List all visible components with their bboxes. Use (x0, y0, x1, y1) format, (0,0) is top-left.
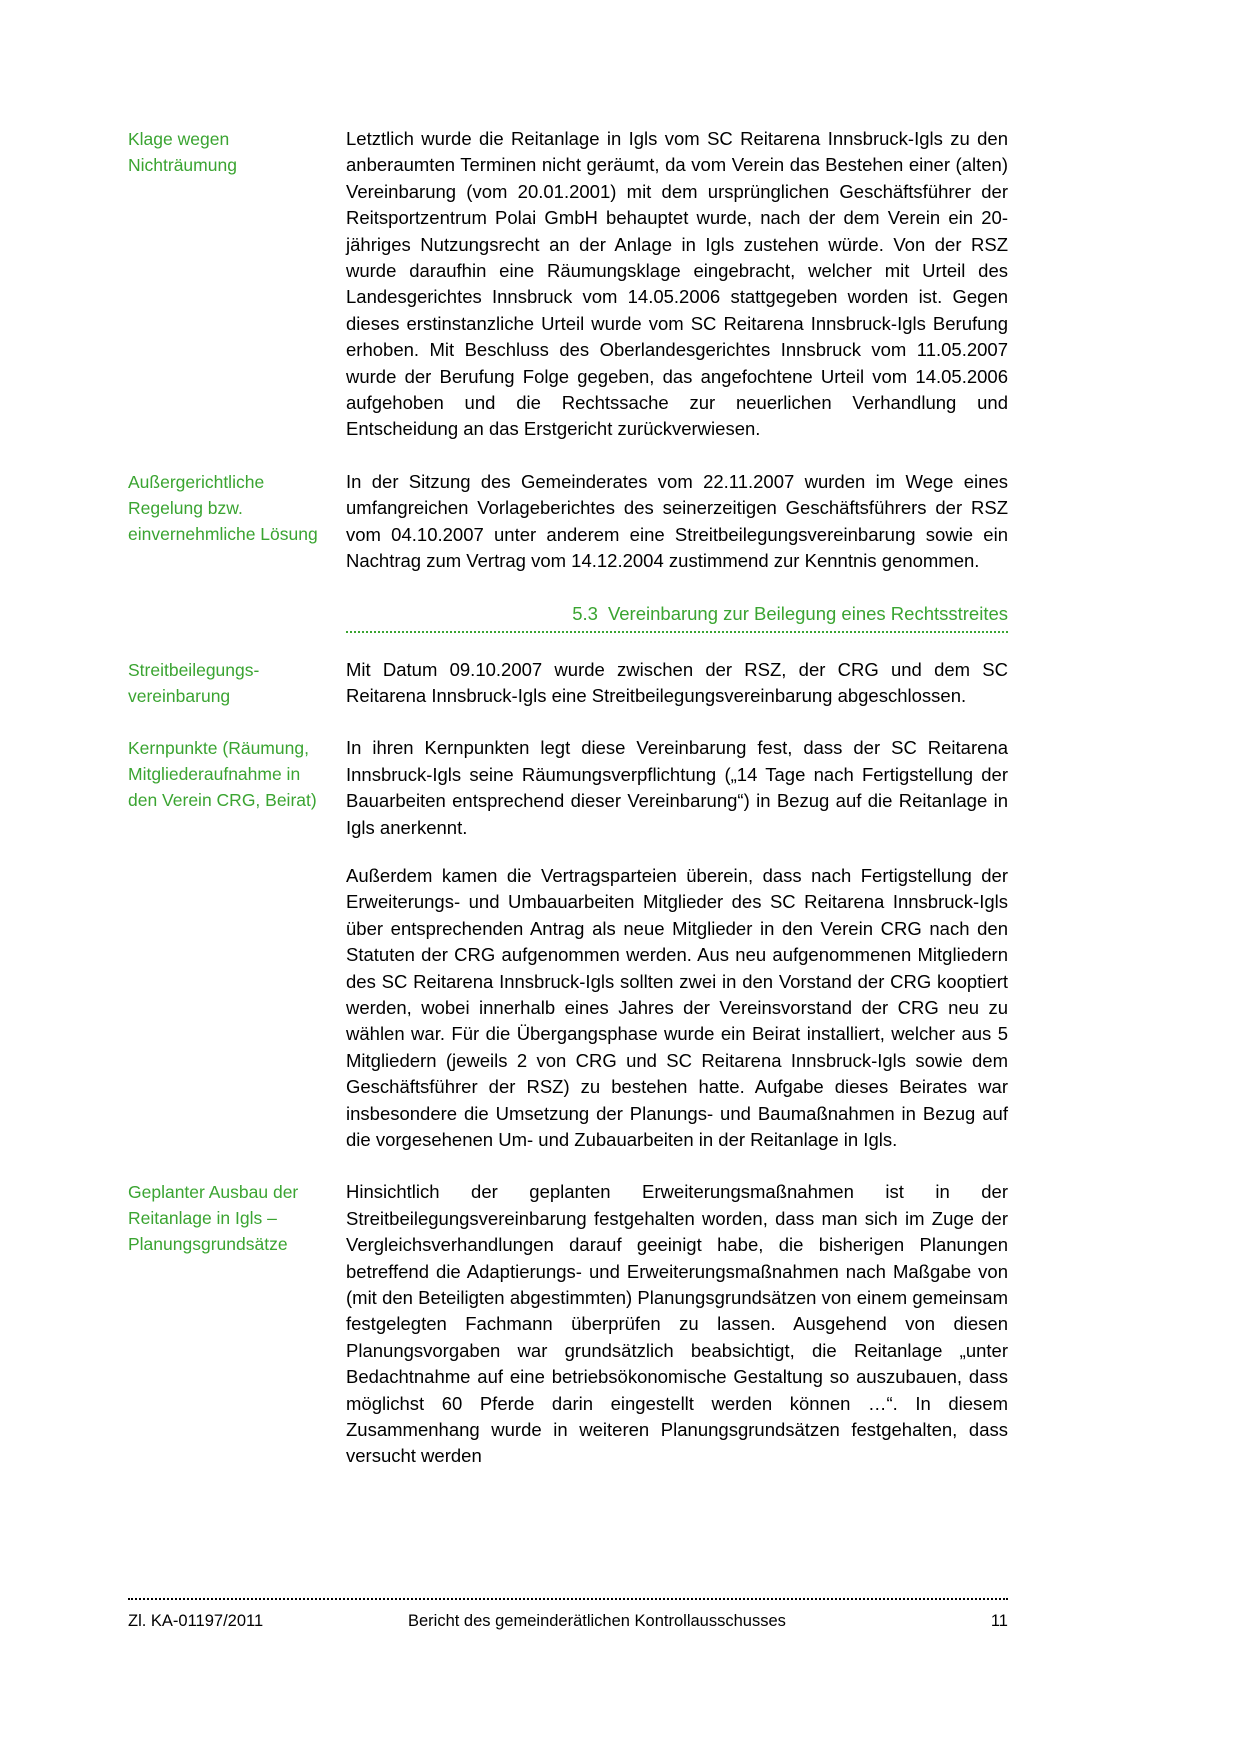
footer-page-number: 11 (990, 1612, 1008, 1630)
footer-document-title: Bericht des gemeinderätlichen Kontrollausschusses (408, 1612, 786, 1630)
body-text-column (346, 126, 1008, 443)
content-block (128, 657, 1008, 710)
body-text-column (346, 735, 1008, 1153)
footer-line (128, 1600, 1008, 1631)
marginal-note: Außergerichtliche Regelung bzw. einvernehmliche Lösung (128, 471, 318, 544)
content-block (128, 735, 1008, 1153)
body-text-column (346, 657, 1008, 710)
page-footer (128, 1598, 1008, 1631)
body-text-column (346, 1179, 1008, 1469)
marginal-note: Geplanter Ausbau der Reitanlage in Igls – Planungsgrundsätze (128, 1182, 299, 1255)
body-text-column (346, 469, 1008, 575)
marginal-note: Kernpunkte (Räumung, Mitgliederaufnahme in den Verein CRG, Beirat) (128, 738, 317, 811)
section-heading-row (128, 601, 1008, 633)
marginal-note: Streitbeilegungs-vereinbarung (128, 659, 260, 706)
section-number: 5.3 (572, 602, 598, 624)
section-heading (346, 601, 1008, 633)
paragraph: Letztlich wurde die Reitanlage in Igls vom SC Reitarena Innsbruck-Igls zu den anberaumten Terminen nicht geräumt, da vom Verein das Bestehen einer (alten) Vereinbarung (vom 20.01.2001) mit dem ursprünglichen Geschäftsführer der Reitsportzentrum Polai GmbH behauptet wurde, nach der dem Verein ein 20-jähriges Nutzungsrecht an der Anlage in Igls zustehen würde. Von der RSZ wurde daraufhin eine Räumungsklage eingebracht, welcher mit Urteil des Landesgerichtes Innsbruck vom 14.05.2006 stattgegeben worden ist. Gegen dieses erstinstanzliche Urteil wurde vom SC Reitarena Innsbruck-Igls Berufung erhoben. Mit Beschluss des Oberlandesgerichtes Innsbruck vom 11.05.2007 wurde der Berufung Folge gegeben, das angefochtene Urteil vom 14.05.2006 aufgehoben und die Rechtssache zur neuerlichen Verhandlung und Entscheidung an das Erstgericht zurückverwiesen. (346, 128, 1008, 440)
content-block (128, 126, 1008, 443)
paragraph: In ihren Kernpunkten legt diese Vereinbarung fest, dass der SC Reitarena Innsbruck-Igls seine Räumungsverpflichtung („14 Tage nach Fertigstellung der Bauarbeiten entsprechend dieser Vereinbarung“) in Bezug auf die Reitanlage in Igls anerkennt. (346, 737, 1008, 838)
content-block (128, 1179, 1008, 1469)
section-title: Vereinbarung zur Beilegung eines Rechtsstreites (607, 602, 1008, 624)
paragraph: Außerdem kamen die Vertragsparteien überein, dass nach Fertigstellung der Erweiterungs- und Umbauarbeiten Mitglieder des SC Reitarena Innsbruck-Igls über entsprechenden Antrag als neue Mitglieder in den Verein CRG nach den Statuten der CRG aufgenommen werden. Aus neu aufgenommenen Mitgliedern des SC Reitarena Innsbruck-Igls sollten zwei in den Vorstand der CRG kooptiert werden, wobei innerhalb eines Jahres der Vereinsvorstand der CRG neu zu wählen war. Für die Übergangsphase wurde ein Beirat installiert, welcher aus 5 Mitgliedern (jeweils 2 von CRG und SC Reitarena Innsbruck-Igls sowie dem Geschäftsführer der RSZ) zu bestehen hatte. Aufgabe dieses Beirates war insbesondere die Umsetzung der Planungs- und Baumaßnahmen in Bezug auf die vorgesehenen Um- und Zubauarbeiten in der Reitanlage in Igls. (346, 864, 1008, 1150)
paragraph: In der Sitzung des Gemeinderates vom 22.11.2007 wurden im Wege eines umfangreichen Vorlageberichtes des seinerzeitigen Geschäftsführers der RSZ vom 04.10.2007 unter anderem eine Streitbeilegungsvereinbarung sowie ein Nachtrag zum Vertrag vom 14.12.2004 zustimmend zur Kenntnis genommen. (346, 470, 1008, 572)
marginal-note: Klage wegen Nichträumung (128, 129, 237, 175)
paragraph: Mit Datum 09.10.2007 wurde zwischen der RSZ, der CRG und dem SC Reitarena Innsbruck-Igls eine Streitbeilegungsvereinbarung abgeschlossen. (346, 658, 1008, 706)
footer-reference-number: Zl. KA-01197/2011 (128, 1612, 264, 1630)
content-block (128, 469, 1008, 575)
page-content (128, 126, 1008, 1496)
paragraph: Hinsichtlich der geplanten Erweiterungsmaßnahmen ist in der Streitbeilegungsvereinbarung festgehalten worden, dass man sich im Zuge der Vergleichsverhandlungen darauf geeinigt habe, die bisherigen Planungen betreffend die Adaptierungs- und Erweiterungsmaßnahmen nach Maßgabe von (mit den Beteiligten abgestimmten) Planungsgrundsätzen von einem gemeinsam festgelegten Fachmann überprüfen zu lassen. Ausgehend von diesen Planungsvorgaben war grundsätzlich beabsichtigt, die Reitanlage „unter Bedachtnahme auf eine betriebsökonomische Gestaltung so auszubauen, dass möglichst 60 Pferde darin eingestellt werden können …“. In diesem Zusammenhang wurde in weiteren Planungsgrundsätzen festgehalten, dass versucht werden (346, 1181, 1008, 1467)
